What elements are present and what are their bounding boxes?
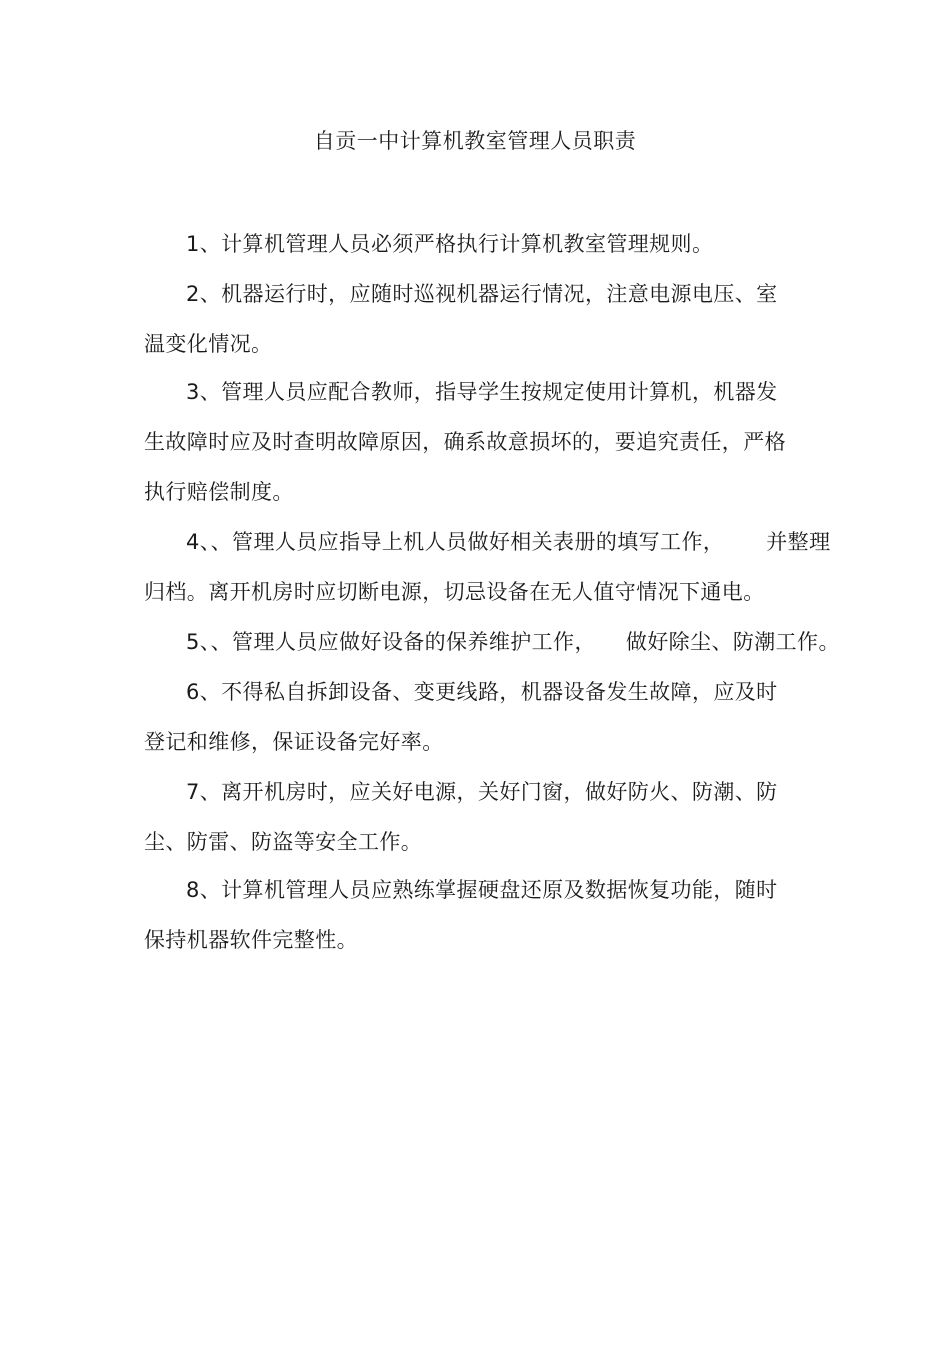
item-4-line-1 xyxy=(186,527,830,557)
item-1-line-1: 1、计算机管理人员必须严格执行计算机教室管理规则。 xyxy=(186,232,714,256)
item-4-line-1-part-2: 并整理 xyxy=(766,530,831,554)
document-title: 自贡一中计算机教室管理人员职责 xyxy=(313,129,637,153)
item-6-line-1: 6、不得私自拆卸设备、变更线路，机器设备发生故障，应及时 xyxy=(186,680,778,704)
item-7-line-2: 尘、防雷、防盗等安全工作。 xyxy=(144,830,423,854)
item-8-line-2: 保持机器软件完整性。 xyxy=(144,928,358,952)
item-5-line-1-part-2: 做好除尘、防潮工作。 xyxy=(625,630,840,654)
item-6-line-2: 登记和维修，保证设备完好率。 xyxy=(144,730,444,754)
item-5-line-1 xyxy=(186,627,840,657)
item-4-line-1-part-1: 4、、管理人员应指导上机人员做好相关表册的填写工作， xyxy=(186,530,725,554)
item-5-line-1-part-1: 5、、管理人员应做好设备的保养维护工作， xyxy=(186,630,596,654)
item-4-line-2: 归档。离开机房时应切断电源，切忌设备在无人值守情况下通电。 xyxy=(144,580,765,604)
item-2-line-2: 温变化情况。 xyxy=(144,332,273,356)
item-8-line-1: 8、计算机管理人员应熟练掌握硬盘还原及数据恢复功能，随时 xyxy=(186,878,778,902)
item-2-line-1: 2、机器运行时，应随时巡视机器运行情况，注意电源电压、室 xyxy=(186,282,778,306)
item-3-line-3: 执行赔偿制度。 xyxy=(144,480,294,504)
item-3-line-1: 3、管理人员应配合教师，指导学生按规定使用计算机，机器发 xyxy=(186,380,778,404)
item-3-line-2: 生故障时应及时查明故障原因，确系故意损坏的，要追究责任，严格 xyxy=(144,430,786,454)
item-7-line-1: 7、离开机房时，应关好电源，关好门窗，做好防火、防潮、防 xyxy=(186,780,778,804)
